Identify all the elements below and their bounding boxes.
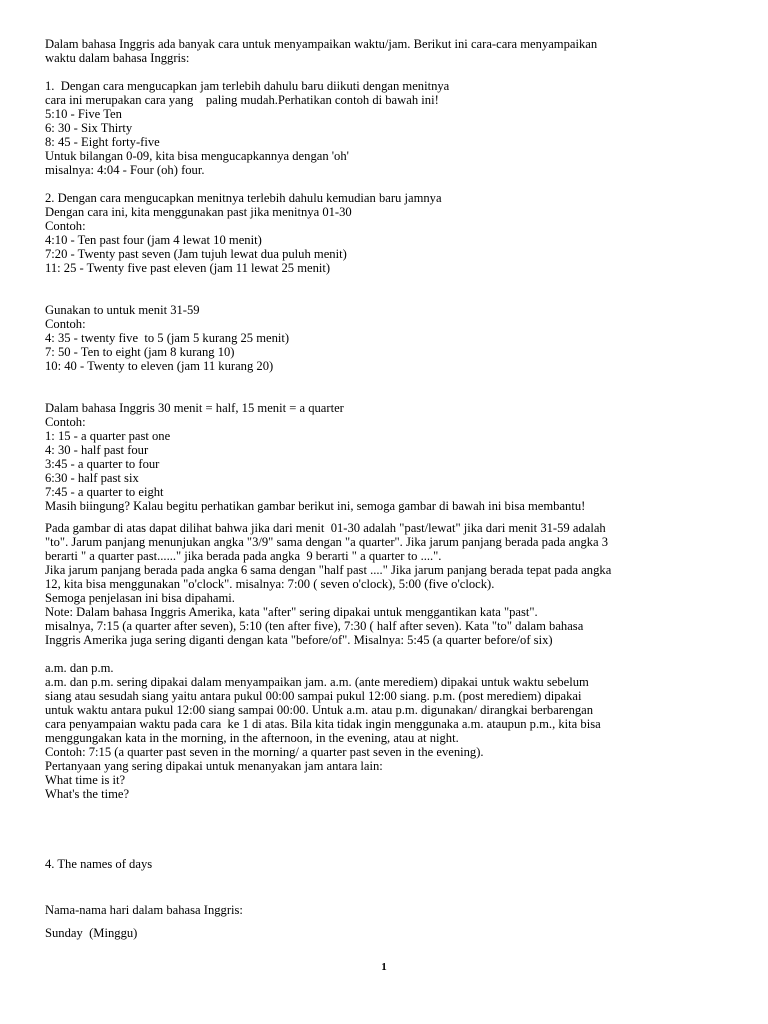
text-line: 7:45 - a quarter to eight xyxy=(45,485,164,499)
text-line: Dalam bahasa Inggris ada banyak cara untuk menyampaikan waktu/jam. Berikut ini cara-cara menyampaikan xyxy=(45,37,598,51)
text-line: Note: Dalam bahasa Inggris Amerika, kata "after" sering dipakai untuk menggantikan kata "past". xyxy=(45,605,538,619)
section-half-quarter xyxy=(45,401,735,513)
text-line: 8: 45 - Eight forty-five xyxy=(45,135,160,149)
text-line: waktu dalam bahasa Inggris: xyxy=(45,51,190,65)
text-line: 1. Dengan cara mengucapkan jam terlebih dahulu baru diikuti dengan menitnya xyxy=(45,79,450,93)
spacer xyxy=(45,801,735,857)
text-line: Contoh: xyxy=(45,415,86,429)
text-line: Contoh: xyxy=(45,219,86,233)
section-am-pm xyxy=(45,661,735,801)
text-line: cara ini merupakan cara yang paling mudah.Perhatikan contoh di bawah ini! xyxy=(45,93,439,107)
text-line: Dalam bahasa Inggris 30 menit = half, 15 menit = a quarter xyxy=(45,401,344,415)
page-number: 1 xyxy=(381,961,387,973)
text-line: What time is it? xyxy=(45,773,126,787)
text-line: Dengan cara ini, kita menggunakan past jika menitnya 01-30 xyxy=(45,205,352,219)
text-line: Untuk bilangan 0-09, kita bisa mengucapkannya dengan 'oh' xyxy=(45,149,349,163)
text-line: cara penyampaian waktu pada cara ke 1 di atas. Bila kita tidak ingin menggunaka a.m. ataupun p.m., kita bisa xyxy=(45,717,601,731)
text-line: Masih biingung? Kalau begitu perhatikan gambar berikut ini, semoga gambar di bawah ini bisa membantu! xyxy=(45,499,586,513)
section-heading: 4. The names of days xyxy=(45,857,153,871)
text-line: Pada gambar di atas dapat dilihat bahwa jika dari menit 01-30 adalah "past/lewat" jika dari menit 31-59 adalah xyxy=(45,521,606,535)
text-line: 11: 25 - Twenty five past eleven (jam 11 lewat 25 menit) xyxy=(45,261,331,275)
document-page xyxy=(45,37,735,940)
text-line: 5:10 - Five Ten xyxy=(45,107,122,121)
text-line: Nama-nama hari dalam bahasa Inggris: xyxy=(45,903,243,917)
text-line: a.m. dan p.m. sering dipakai dalam menyampaikan jam. a.m. (ante merediem) dipakai untuk waktu sebelum xyxy=(45,675,589,689)
section-to xyxy=(45,303,735,373)
text-line: 7: 50 - Ten to eight (jam 8 kurang 10) xyxy=(45,345,235,359)
spacer xyxy=(45,275,735,303)
text-line: Inggris Amerika juga sering diganti dengan kata "before/of". Misalnya: 5:45 (a quarter before/of six) xyxy=(45,633,553,647)
spacer xyxy=(45,917,735,926)
text-line: 1: 15 - a quarter past one xyxy=(45,429,171,443)
section-explanation xyxy=(45,521,735,647)
intro-paragraph xyxy=(45,37,735,65)
text-line: menggungakan kata in the morning, in the afternoon, in the evening, atau at night. xyxy=(45,731,459,745)
text-line: Contoh: xyxy=(45,317,86,331)
text-line: misalnya: 4:04 - Four (oh) four. xyxy=(45,163,205,177)
spacer xyxy=(45,513,735,521)
text-line: Gunakan to untuk menit 31-59 xyxy=(45,303,200,317)
section-2 xyxy=(45,191,735,275)
text-line: 2. Dengan cara mengucapkan menitnya terlebih dahulu kemudian baru jamnya xyxy=(45,191,442,205)
section-1 xyxy=(45,79,735,177)
section-4 xyxy=(45,857,735,940)
spacer xyxy=(45,373,735,401)
text-line: berarti " a quarter past......" jika berada pada angka 9 berarti " a quarter to ....". xyxy=(45,549,442,563)
spacer xyxy=(45,647,735,661)
text-line: Jika jarum panjang berada pada angka 6 sama dengan "half past ...." Jika jarum panjang berada tepat pada angka xyxy=(45,563,612,577)
text-line: a.m. dan p.m. xyxy=(45,661,114,675)
text-line: Semoga penjelasan ini bisa dipahami. xyxy=(45,591,235,605)
text-line: 3:45 - a quarter to four xyxy=(45,457,160,471)
text-line: siang atau sesudah siang yaitu antara pukul 00:00 sampai pukul 12:00 siang. p.m. (post merediem) dipakai xyxy=(45,689,582,703)
spacer xyxy=(45,177,735,191)
text-line: 6: 30 - Six Thirty xyxy=(45,121,133,135)
text-line: "to". Jarum panjang menunjukan angka "3/9" sama dengan "a quarter". Jika jarum panjang berada pada angka 3 xyxy=(45,535,609,549)
text-line: Contoh: 7:15 (a quarter past seven in the morning/ a quarter past seven in the evening). xyxy=(45,745,484,759)
text-line: untuk waktu antara pukul 12:00 siang sampai 00:00. Untuk a.m. atau p.m. digunakan/ dirangkai berbarengan xyxy=(45,703,594,717)
text-line: 4:10 - Ten past four (jam 4 lewat 10 menit) xyxy=(45,233,262,247)
spacer xyxy=(45,871,735,899)
text-line: 4: 35 - twenty five to 5 (jam 5 kurang 25 menit) xyxy=(45,331,290,345)
text-line: 7:20 - Twenty past seven (Jam tujuh lewat dua puluh menit) xyxy=(45,247,347,261)
text-line: Pertanyaan yang sering dipakai untuk menanyakan jam antara lain: xyxy=(45,759,383,773)
text-line: misalnya, 7:15 (a quarter after seven), 5:10 (ten after five), 7:30 ( half after seven). Kata "to" dalam bahasa xyxy=(45,619,584,633)
text-line: 6:30 - half past six xyxy=(45,471,139,485)
text-line: What's the time? xyxy=(45,787,130,801)
text-line: Sunday (Minggu) xyxy=(45,926,138,940)
text-line: 10: 40 - Twenty to eleven (jam 11 kurang 20) xyxy=(45,359,274,373)
text-line: 4: 30 - half past four xyxy=(45,443,149,457)
text-line: 12, kita bisa menggunakan "o'clock". misalnya: 7:00 ( seven o'clock), 5:00 (five o'clock). xyxy=(45,577,495,591)
spacer xyxy=(45,65,735,79)
